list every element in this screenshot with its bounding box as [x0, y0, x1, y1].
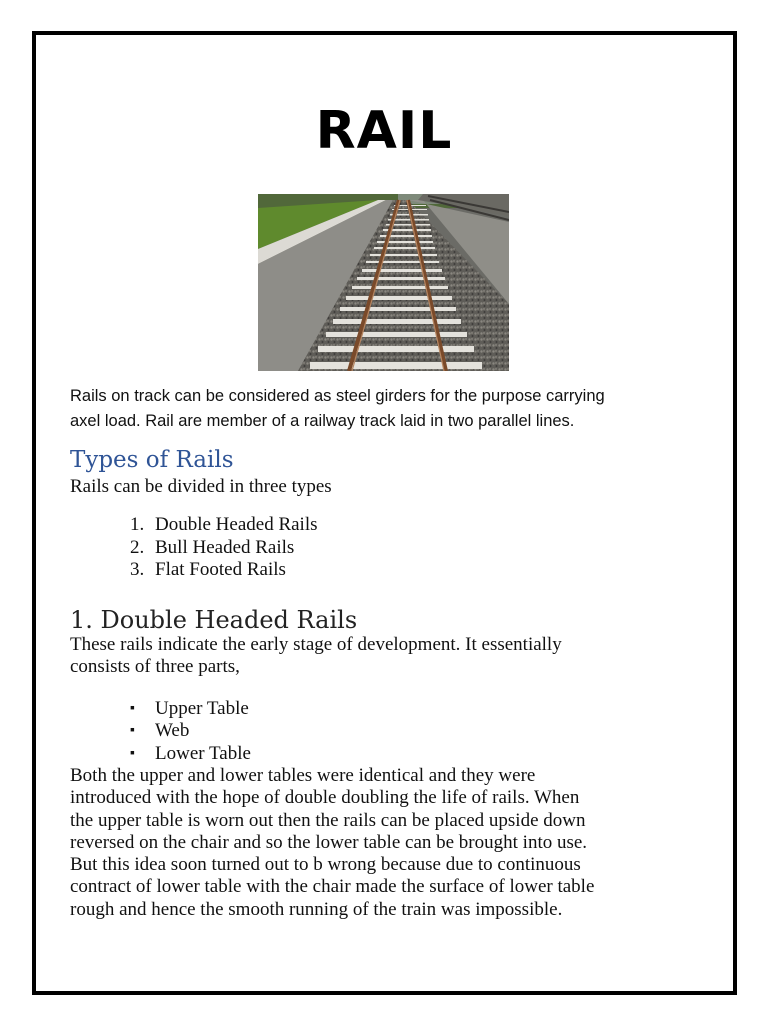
list-number: 2. — [130, 536, 145, 558]
tables-paragraph — [70, 765, 730, 921]
paragraph-line: rough and hence the smooth running of the train was impossible. — [70, 898, 563, 920]
types-of-rails-heading: Types of Rails — [70, 447, 234, 473]
intro-line: Rails on track can be considered as steel girders for the purpose carrying — [70, 387, 605, 405]
paragraph-line: contract of lower table with the chair made the surface of lower table — [70, 876, 595, 898]
list-item — [130, 559, 318, 582]
list-number: 3. — [130, 559, 145, 581]
intro-paragraph — [70, 384, 710, 434]
square-bullet-icon: ▪ — [130, 723, 135, 739]
list-item — [130, 537, 318, 560]
railway-track-photo — [258, 194, 509, 371]
list-item-label: Lower Table — [155, 742, 251, 764]
list-item — [130, 698, 251, 720]
paragraph-line: But this idea soon turned out to b wrong because due to continuous — [70, 854, 581, 876]
paragraph-line: reversed on the chair and so the lower table can be brought into use. — [70, 831, 588, 853]
paragraph-line: consists of three parts, — [70, 656, 240, 678]
double-headed-rails-heading: 1. Double Headed Rails — [70, 606, 358, 634]
rail-parts-list — [130, 698, 251, 765]
page-title: RAIL — [315, 101, 453, 161]
square-bullet-icon: ▪ — [130, 701, 135, 716]
paragraph-line: introduced with the hope of double doubling the life of rails. When — [70, 787, 580, 809]
paragraph-line: These rails indicate the early stage of development. It essentially — [70, 634, 562, 655]
rail-types-list — [130, 514, 318, 582]
list-item-label: Bull Headed Rails — [155, 536, 295, 558]
square-bullet-icon: ▪ — [130, 745, 135, 761]
double-headed-paragraph — [70, 634, 710, 679]
list-item — [130, 720, 251, 742]
list-item — [130, 514, 318, 537]
paragraph-line: Both the upper and lower tables were identical and they were — [70, 765, 536, 786]
list-item-label: Double Headed Rails — [155, 514, 318, 535]
paragraph-line: the upper table is worn out then the rails can be placed upside down — [70, 809, 586, 831]
list-item-label: Flat Footed Rails — [155, 559, 286, 581]
list-item-label: Upper Table — [155, 698, 249, 719]
types-lead-text: Rails can be divided in three types — [70, 476, 332, 497]
list-item-label: Web — [155, 720, 190, 742]
list-number: 1. — [130, 514, 145, 535]
list-item — [130, 743, 251, 765]
intro-line: axel load. Rail are member of a railway track laid in two parallel lines. — [70, 412, 575, 430]
